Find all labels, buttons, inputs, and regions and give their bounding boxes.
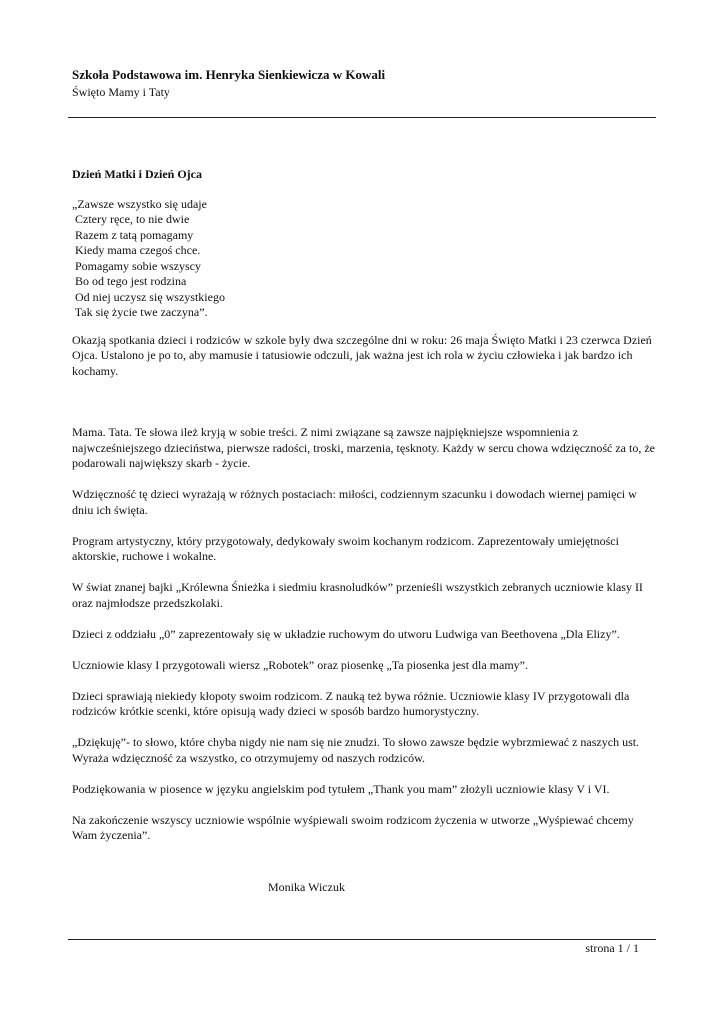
article-title: Dzień Matki i Dzień Ojca xyxy=(72,167,202,181)
poem-line: Cztery ręce, to nie dwie xyxy=(72,212,190,226)
footer-divider xyxy=(68,939,656,940)
paragraph: „Dziękuję”- to słowo, które chyba nigdy nie nam się nie znudzi. To słowo zawsze będzie wybrzmiewać z naszych ust. Wyraża wdzięczność za wszystko, co otrzymujemy od naszych rodziców. xyxy=(72,735,640,765)
poem-line: „Zawsze wszystko się udaje xyxy=(72,196,207,211)
paragraph: Dzieci z oddziału „0” zaprezentowały się w układzie ruchowym do utworu Ludwiga van Beethovena „Dla Elizy”. xyxy=(72,626,620,641)
article-body xyxy=(72,167,657,859)
paragraph: Dzieci sprawiają niekiedy kłopoty swoim rodzicom. Z nauką też bywa różnie. Uczniowie klasy IV przygotowali dla rodziców krótkie scenki, które opisują wady dzieci w sposób bardzo humorystyczny. xyxy=(72,688,630,718)
paragraph: Mama. Tata. Te słowa ileż kryją w sobie treści. Z nimi związane są zawsze najpiękniejsze wspomnienia z najwcześniejszego dzieciństwa, pierwsze radości, troski, marzenia, tęsknoty. Każdy w sercu chowa wdzięczność za to, że podarowali największy skarb - życie. xyxy=(72,425,655,470)
paragraph: W świat znanej bajki „Królewna Śnieżka i siedmiu krasnoludków” przenieśli wszystkich zebranych uczniowie klasy II oraz najmłodsze przedszkolaki. xyxy=(72,580,643,610)
poem-line: Od niej uczysz się wszystkiego xyxy=(72,289,225,304)
page-number: strona 1 / 1 xyxy=(585,941,639,955)
document-subtitle: Święto Mamy i Taty xyxy=(72,85,170,99)
poem-line: Tak się życie twe zaczyna”. xyxy=(72,305,208,319)
paragraph: Program artystyczny, który przygotowały, dedykowały swoim kochanym rodzicom. Zaprezentowały umiejętności aktorskie, ruchowe i wokalne. xyxy=(72,533,619,563)
paragraph: Na zakończenie wszyscy uczniowie wspólnie wyśpiewali swoim rodzicom życzenia w utworze „Wyśpiewać chcemy Wam życzenia”. xyxy=(72,812,634,842)
school-name: Szkoła Podstawowa im. Henryka Sienkiewicza w Kowali xyxy=(72,67,386,82)
poem-line: Kiedy mama czegoś chce. xyxy=(72,243,201,257)
paragraph: Wdzięczność tę dzieci wyrażają w różnych postaciach: miłości, codziennym szacunku i dowodach wiernej pamięci w dniu ich święta. xyxy=(72,487,637,517)
paragraph: Okazją spotkania dzieci i rodziców w szkole były dwa szczególne dni w roku: 26 maja Święto Matki i 23 czerwca Dzień Ojca. Ustalono je po to, aby mamusie i tatusiowie odczuli, jak ważna jest ich rola w życiu człowieka i jak bardzo ich kochamy. xyxy=(72,332,652,378)
document-header xyxy=(72,66,657,100)
paragraph: Podziękowania w piosence w języku angielskim pod tytułem „Thank you mam” złożyli uczniowie klasy V i VI. xyxy=(72,781,610,796)
poem-line: Bo od tego jest rodzina xyxy=(72,274,187,288)
poem-line: Pomagamy sobie wszyscy xyxy=(72,258,201,273)
poem xyxy=(72,197,657,321)
header-divider xyxy=(68,117,656,118)
poem-line: Razem z tatą pomagamy xyxy=(72,227,194,242)
author-signature: Monika Wiczuk xyxy=(268,880,345,894)
paragraph: Uczniowie klasy I przygotowali wiersz „Robotek” oraz piosenkę „Ta piosenka jest dla mamy”. xyxy=(72,657,529,672)
